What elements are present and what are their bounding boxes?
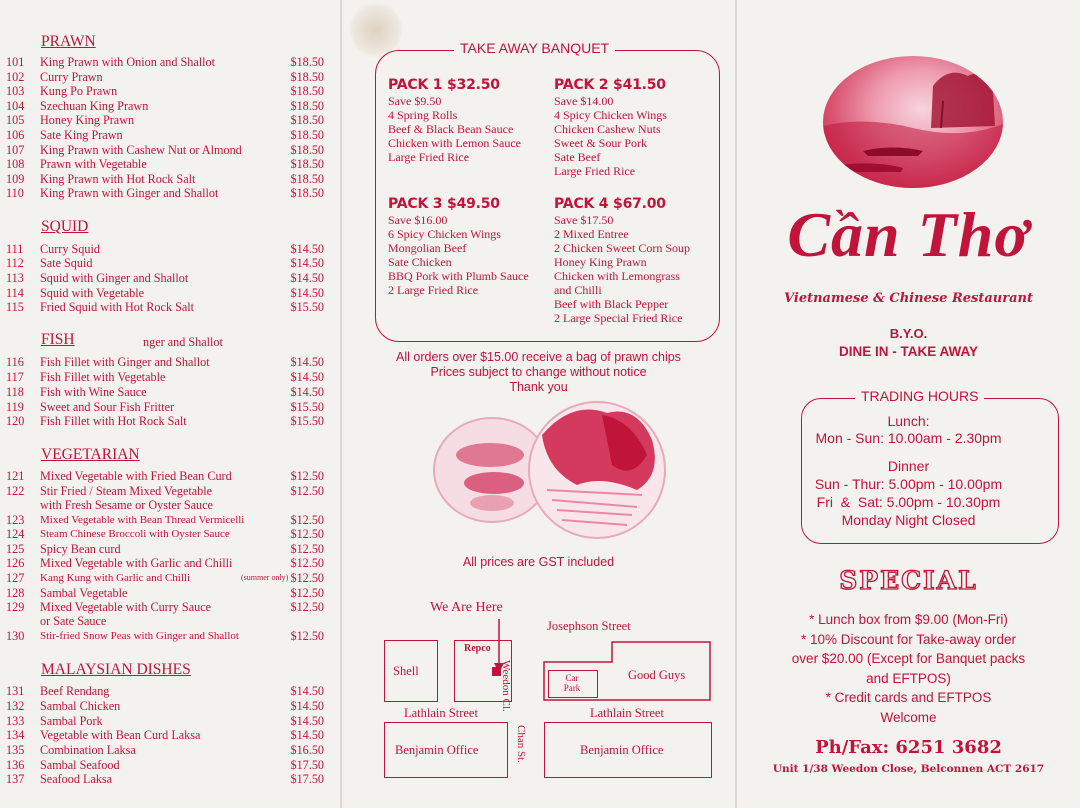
- item-name: Stir-fried Snow Peas with Ginger and Shallot: [40, 630, 239, 642]
- pack-save: Save $16.00: [388, 213, 448, 227]
- item-name: Mixed Vegetable with Curry Sauce: [40, 600, 212, 614]
- item-number: 137: [6, 772, 25, 786]
- item-number: 110: [6, 186, 24, 200]
- food-photo: [432, 395, 672, 545]
- item-number: 116: [6, 355, 24, 369]
- pack-item: 2 Mixed Entree: [554, 227, 629, 241]
- menu-panel: [0, 0, 340, 808]
- item-name: King Prawn with Ginger and Shallot: [40, 186, 219, 200]
- section-title-prawn: PRAWN: [41, 33, 96, 50]
- item-name-continued: with Fresh Sesame or Oyster Sauce: [40, 498, 213, 512]
- dinner-hours-sun-thur: Sun - Thur: 5.00pm - 10.00pm: [814, 476, 1003, 492]
- item-name: Sate King Prawn: [40, 128, 123, 142]
- item-price: $12.50: [290, 600, 324, 614]
- pack-4: [554, 195, 690, 325]
- item-name: Fish Fillet with Vegetable: [40, 370, 166, 384]
- map-benjamin-office-left: Benjamin Office: [395, 743, 479, 757]
- item-name: Fish with Wine Sauce: [40, 385, 147, 399]
- byo-label: B.Y.O.: [889, 326, 928, 341]
- phone-fax: Ph/Fax: 6251 3682: [815, 737, 1002, 758]
- item-price: $18.50: [290, 143, 324, 157]
- item-price: $15.50: [290, 414, 324, 428]
- item-name: Sweet and Sour Fish Fritter: [40, 400, 175, 414]
- menu-item: [0, 600, 330, 614]
- special-line: over $20.00 (Except for Banquet packs: [791, 651, 1026, 666]
- item-price: $12.50: [290, 469, 324, 483]
- item-number: 133: [6, 714, 25, 728]
- item-number: 107: [6, 143, 25, 157]
- item-price: $18.50: [290, 70, 324, 84]
- item-name: Szechuan King Prawn: [40, 99, 149, 113]
- item-number: 125: [6, 542, 25, 556]
- item-number: 119: [6, 400, 24, 414]
- pack-2: [554, 76, 667, 178]
- menu-item: [0, 586, 330, 600]
- map-good-guys: Good Guys: [628, 668, 686, 682]
- pack-item: Beef & Black Bean Sauce: [388, 122, 514, 136]
- pack-item: Sweet & Sour Pork: [554, 136, 647, 150]
- menu-item: [0, 571, 330, 585]
- item-name: Fish Fillet with Ginger and Shallot: [40, 355, 210, 369]
- menu-item: [0, 355, 330, 369]
- boat-scene-icon: [823, 56, 1003, 188]
- item-name: Kang Kung with Garlic and Chilli: [40, 572, 191, 584]
- restaurant-panel: [737, 0, 1080, 808]
- pack-item: Sate Chicken: [388, 255, 452, 269]
- map-we-are-here: We Are Here: [430, 600, 503, 615]
- item-price: $14.50: [290, 714, 324, 728]
- map-chan-street: Chan St.: [515, 725, 527, 763]
- item-name: King Prawn with Hot Rock Salt: [40, 172, 196, 186]
- menu-item: [0, 629, 330, 643]
- menu-item: [0, 143, 330, 157]
- pack-1: [388, 76, 521, 164]
- pack-item: Mongolian Beef: [388, 241, 467, 255]
- item-price: $18.50: [290, 55, 324, 69]
- lunch-label: Lunch:: [887, 413, 930, 429]
- item-price: $18.50: [290, 157, 324, 171]
- menu-item: [0, 84, 330, 98]
- menu-item: [0, 469, 330, 483]
- item-price: $12.50: [290, 586, 324, 600]
- menu-item: [0, 542, 330, 556]
- item-price: $14.50: [290, 728, 324, 742]
- item-name: Honey King Prawn: [40, 113, 135, 127]
- pack-item: 2 Large Special Fried Rice: [554, 311, 683, 325]
- special-line: and EFTPOS): [866, 670, 951, 686]
- section-title-fish: FISH: [41, 331, 75, 348]
- item-name: Fried Squid with Hot Rock Salt: [40, 300, 195, 314]
- item-name: Mixed Vegetable with Fried Bean Curd: [40, 469, 232, 483]
- item-name: Sambal Seafood: [40, 758, 120, 772]
- item-number: 121: [6, 469, 25, 483]
- item-price: $12.50: [290, 542, 324, 556]
- item-price: $15.50: [290, 300, 324, 314]
- menu-item: [0, 385, 330, 399]
- item-number: 112: [6, 256, 24, 270]
- monday-closed: Monday Night Closed: [841, 512, 976, 528]
- item-price: $15.50: [290, 400, 324, 414]
- item-name: Combination Laksa: [40, 743, 136, 757]
- item-price: $12.50: [290, 629, 324, 643]
- note-line: Prices subject to change without notice: [430, 365, 647, 379]
- item-number: 103: [6, 84, 25, 98]
- menu-item: [0, 113, 330, 127]
- item-name: Curry Squid: [40, 242, 100, 256]
- item-price: $12.50: [290, 484, 324, 498]
- item-number: 123: [6, 513, 25, 527]
- pack-save: Save $9.50: [388, 94, 442, 108]
- restaurant-name: Cần Thơ: [787, 199, 1030, 270]
- stray-text: nger and Shallot: [143, 335, 223, 349]
- item-price: $14.50: [290, 271, 324, 285]
- map-josephson-street: Josephson Street: [547, 619, 631, 633]
- pack-item: BBQ Pork with Plumb Sauce: [388, 269, 529, 283]
- banquet-title: TAKE AWAY BANQUET: [454, 40, 615, 56]
- item-number: 106: [6, 128, 25, 142]
- menu-item: [0, 714, 330, 728]
- map-lathlain-street-left: Lathlain Street: [404, 706, 478, 720]
- item-name: Fish Fillet with Hot Rock Salt: [40, 414, 187, 428]
- pack-item: 2 Large Fried Rice: [388, 283, 479, 297]
- item-number: 131: [6, 684, 25, 698]
- pack-item: and Chilli: [554, 283, 602, 297]
- menu-item: [0, 128, 330, 142]
- item-name: Squid with Vegetable: [40, 286, 145, 300]
- item-number: 101: [6, 55, 25, 69]
- item-number: 124: [6, 527, 25, 541]
- pack-heading: PACK 4 $67.00: [554, 196, 666, 212]
- item-price: $12.50: [290, 556, 324, 570]
- hours-title: TRADING HOURS: [855, 388, 984, 404]
- item-name: Vegetable with Bean Curd Laksa: [40, 728, 201, 742]
- item-name: Spicy Bean curd: [40, 542, 121, 556]
- menu-item: [0, 728, 330, 742]
- section-title-squid: SQUID: [41, 218, 89, 235]
- dine-in-take-away: DINE IN - TAKE AWAY: [838, 344, 978, 359]
- pack-save: Save $14.00: [554, 94, 614, 108]
- menu-item: [0, 527, 330, 541]
- section-title-malaysian: MALAYSIAN DISHES: [41, 661, 191, 678]
- item-number: 126: [6, 556, 25, 570]
- item-price: $18.50: [290, 84, 324, 98]
- pack-item: Chicken with Lemon Sauce: [388, 136, 521, 150]
- item-name: Mixed Vegetable with Garlic and Chilli: [40, 556, 233, 570]
- menu-item: [0, 513, 330, 527]
- item-note: (summer only): [241, 573, 289, 582]
- item-price: $12.50: [290, 527, 324, 541]
- item-name: Kung Po Prawn: [40, 84, 118, 98]
- pack-heading: PACK 1 $32.50: [388, 77, 500, 93]
- pack-3: [388, 195, 529, 297]
- map-benjamin-office-right: Benjamin Office: [580, 743, 664, 757]
- item-number: 122: [6, 484, 25, 498]
- item-number: 118: [6, 385, 24, 399]
- special-line: * Credit cards and EFTPOS: [825, 690, 992, 705]
- item-number: 105: [6, 113, 25, 127]
- item-name: Seafood Laksa: [40, 772, 113, 786]
- pack-item: Large Fried Rice: [554, 164, 636, 178]
- item-number: 108: [6, 157, 25, 171]
- item-price: $18.50: [290, 128, 324, 142]
- logo-painting: [823, 56, 1003, 188]
- item-price: $17.50: [290, 772, 324, 786]
- map-weedon-close: Weedon Cl.: [500, 660, 512, 712]
- section-title-vegetarian: VEGETARIAN: [41, 446, 140, 463]
- item-name: Sambal Pork: [40, 714, 103, 728]
- menu-item: [0, 286, 330, 300]
- map-lathlain-street-right: Lathlain Street: [590, 706, 664, 720]
- menu-item: [0, 256, 330, 270]
- item-price: $17.50: [290, 758, 324, 772]
- menu-item: [0, 242, 330, 256]
- pack-heading: PACK 3 $49.50: [388, 196, 500, 212]
- item-number: 113: [6, 271, 24, 285]
- item-number: 111: [6, 242, 24, 256]
- menu-item: [0, 699, 330, 713]
- menu-item: [0, 300, 330, 314]
- item-name: King Prawn with Cashew Nut or Almond: [40, 143, 242, 157]
- pack-item: 6 Spicy Chicken Wings: [388, 227, 501, 241]
- pack-item: 2 Chicken Sweet Corn Soup: [554, 241, 690, 255]
- item-number: 129: [6, 600, 25, 614]
- menu-item: [0, 556, 330, 570]
- item-number: 132: [6, 699, 25, 713]
- item-name: Beef Rendang: [40, 684, 110, 698]
- item-number: 127: [6, 571, 25, 585]
- item-price: $12.50: [290, 571, 324, 585]
- special-line: * Lunch box from $9.00 (Mon-Fri): [809, 612, 1008, 627]
- map-shell: Shell: [393, 664, 419, 678]
- item-number: 128: [6, 586, 25, 600]
- banquet-panel: [342, 0, 735, 808]
- item-name-continued: or Sate Sauce: [40, 614, 107, 628]
- item-number: 104: [6, 99, 25, 113]
- item-price: $14.50: [290, 684, 324, 698]
- gst-note: All prices are GST included: [462, 555, 615, 569]
- item-price: $18.50: [290, 186, 324, 200]
- pack-item: Large Fried Rice: [388, 150, 470, 164]
- item-name: Curry Prawn: [40, 70, 103, 84]
- item-number: 102: [6, 70, 25, 84]
- item-number: 136: [6, 758, 25, 772]
- pack-item: Chicken with Lemongrass: [554, 269, 680, 283]
- item-name: Stir Fried / Steam Mixed Vegetable: [40, 484, 213, 498]
- pack-item: Honey King Prawn: [554, 255, 647, 269]
- item-number: 117: [6, 370, 24, 384]
- map-car-park: Car Park: [563, 673, 581, 693]
- lunch-hours: Mon - Sun: 10.00am - 2.30pm: [815, 430, 1002, 446]
- item-number: 109: [6, 172, 25, 186]
- item-name: Steam Chinese Broccoli with Oyster Sauce: [40, 528, 230, 540]
- pack-heading: PACK 2 $41.50: [554, 77, 666, 93]
- item-price: $18.50: [290, 172, 324, 186]
- pack-item: 4 Spicy Chicken Wings: [554, 108, 667, 122]
- note-line: Thank you: [509, 380, 568, 394]
- special-line: Welcome: [880, 709, 937, 725]
- restaurant-tagline: Vietnamese & Chinese Restaurant: [784, 291, 1033, 306]
- item-name: Squid with Ginger and Shallot: [40, 271, 189, 285]
- note-line: All orders over $15.00 receive a bag of prawn chips: [396, 350, 681, 364]
- dinner-hours-fri-sat: Fri & Sat: 5.00pm - 10.30pm: [816, 494, 1001, 510]
- special-line: * 10% Discount for Take-away order: [800, 631, 1017, 647]
- item-number: 134: [6, 728, 25, 742]
- menu-item: [0, 186, 330, 200]
- item-price: $14.50: [290, 286, 324, 300]
- special-list: [737, 610, 1080, 727]
- menu-item: [0, 684, 330, 698]
- menu-item: [0, 772, 330, 786]
- menu-item: [0, 743, 330, 757]
- item-name: Sambal Vegetable: [40, 586, 128, 600]
- item-name: Sambal Chicken: [40, 699, 121, 713]
- menu-item: [0, 370, 330, 384]
- item-price: $18.50: [290, 113, 324, 127]
- item-price: $16.50: [290, 743, 324, 757]
- item-price: $14.50: [290, 256, 324, 270]
- pack-save: Save $17.50: [554, 213, 614, 227]
- pack-item: Chicken Cashew Nuts: [554, 122, 661, 136]
- menu-item: [0, 400, 330, 414]
- order-notes: [342, 350, 735, 395]
- item-number: 130: [6, 629, 25, 643]
- item-number: 115: [6, 300, 24, 314]
- item-price: $14.50: [290, 242, 324, 256]
- pack-item: Beef with Black Pepper: [554, 297, 669, 311]
- item-number: 120: [6, 414, 25, 428]
- special-title: SPECIAL: [839, 566, 978, 595]
- menu-item: [0, 414, 330, 428]
- menu-item: [0, 99, 330, 113]
- menu-item: [0, 70, 330, 84]
- menu-item: [0, 55, 330, 69]
- item-name: Mixed Vegetable with Bean Thread Vermicelli: [40, 514, 245, 526]
- item-price: $14.50: [290, 385, 324, 399]
- pack-item: Sate Beef: [554, 150, 601, 164]
- menu-item: [0, 484, 330, 498]
- item-name: King Prawn with Onion and Shallot: [40, 55, 216, 69]
- item-price: $14.50: [290, 370, 324, 384]
- map-repco: Repco: [464, 643, 491, 654]
- item-price: $18.50: [290, 99, 324, 113]
- item-name: Prawn with Vegetable: [40, 157, 147, 171]
- menu-item: [0, 172, 330, 186]
- pack-item: 4 Spring Rolls: [388, 108, 458, 122]
- dinner-label: Dinner: [887, 458, 930, 474]
- menu-item: [0, 271, 330, 285]
- item-price: $14.50: [290, 355, 324, 369]
- item-price: $12.50: [290, 513, 324, 527]
- menu-item: [0, 758, 330, 772]
- address: Unit 1/38 Weedon Close, Belconnen ACT 2617: [772, 763, 1045, 775]
- item-number: 135: [6, 743, 25, 757]
- menu-item: [0, 157, 330, 171]
- item-number: 114: [6, 286, 24, 300]
- item-name: Sate Squid: [40, 256, 93, 270]
- item-price: $14.50: [290, 699, 324, 713]
